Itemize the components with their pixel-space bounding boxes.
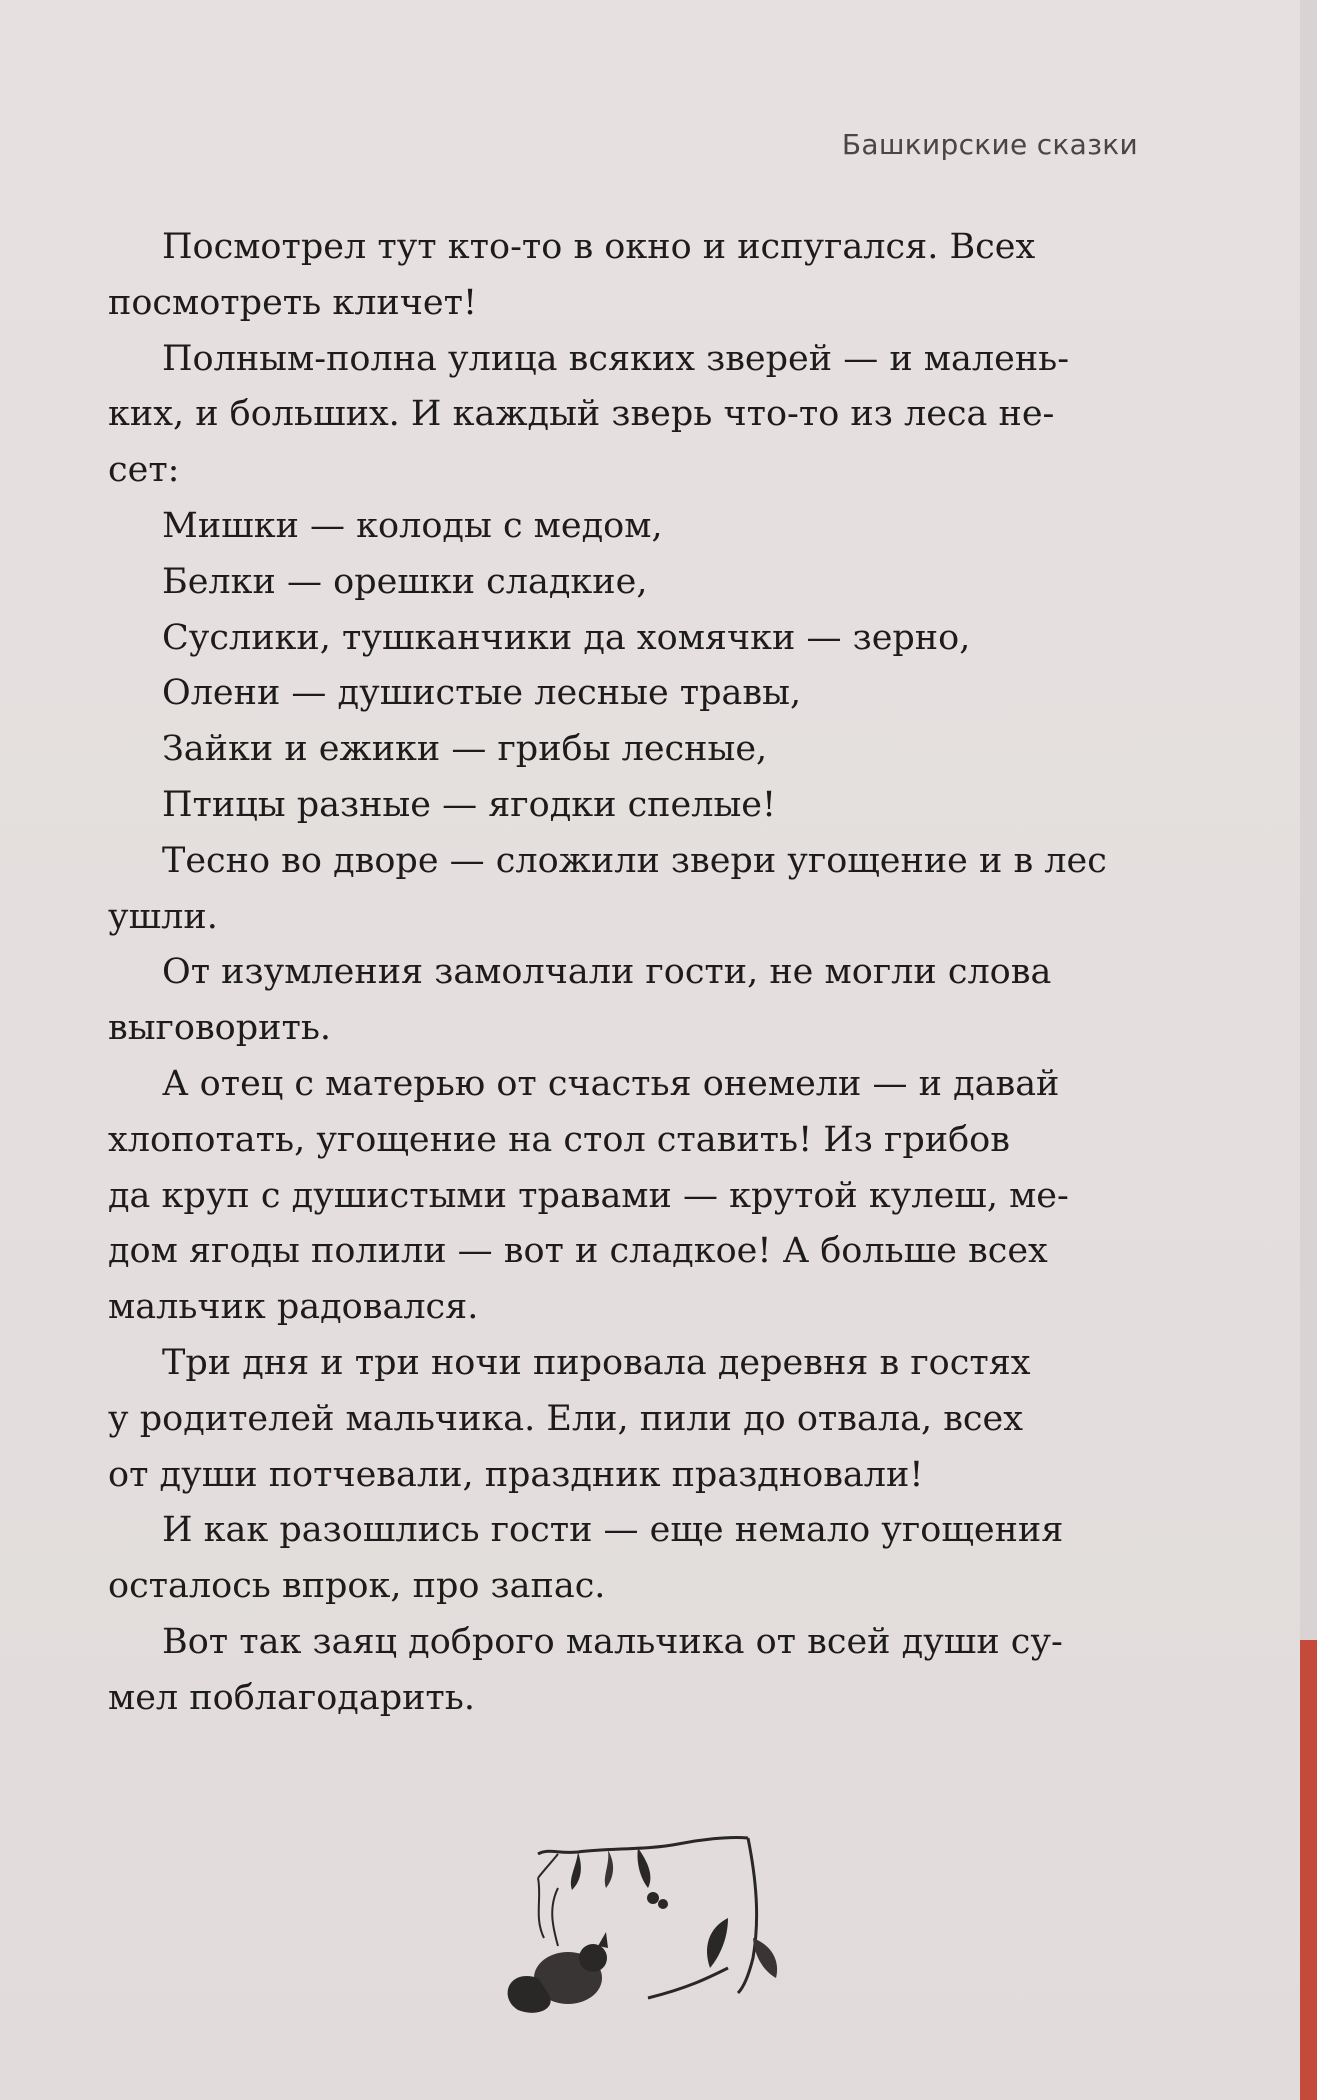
text-line: мальчик радовался. <box>108 1287 479 1328</box>
text-line: ушли. <box>108 896 218 937</box>
text-line: Зайки и ежики — грибы лесные, <box>162 729 768 770</box>
text-line: А отец с матерью от счастья онемели — и давай <box>162 1063 1060 1104</box>
paragraph <box>108 220 1158 332</box>
text-line: посмотреть кличет! <box>108 282 478 323</box>
text-line: дом ягоды полили — вот и сладкое! А больше всех <box>108 1231 1048 1272</box>
text-line: Олени — душистые лесные травы, <box>162 673 802 714</box>
text-line: Мишки — колоды с медом, <box>162 505 663 546</box>
text-line: ких, и больших. И каждый зверь что-то из леса не- <box>108 394 1055 435</box>
text-line: Три дня и три ночи пировала деревня в гостях <box>162 1342 1031 1383</box>
running-head: Башкирские сказки <box>841 128 1138 161</box>
paragraph <box>108 834 1158 946</box>
paragraph <box>108 1503 1158 1615</box>
text-line: Вот так заяц доброго мальчика от всей души су- <box>162 1621 1063 1662</box>
text-line: Посмотрел тут кто-то в окно и испугался. Всех <box>162 227 1036 267</box>
paragraph <box>108 778 1158 834</box>
paragraph <box>108 611 1158 667</box>
paragraph <box>108 499 1158 555</box>
text-line: От изумления замолчали гости, не могли слова <box>162 952 1052 993</box>
text-line: хлопотать, угощение на стол ставить! Из грибов <box>108 1119 1010 1160</box>
paragraph <box>108 666 1158 722</box>
text-line: осталось впрок, про запас. <box>108 1566 606 1607</box>
paragraph <box>108 1615 1158 1727</box>
paragraph <box>108 1057 1158 1336</box>
text-line: у родителей мальчика. Ели, пили до отвала, всех <box>108 1398 1023 1439</box>
text-line: выговорить. <box>108 1008 332 1049</box>
paragraph <box>108 555 1158 611</box>
text-line: да круп с душистыми травами — крутой кулеш, ме- <box>108 1175 1069 1216</box>
text-line: Белки — орешки сладкие, <box>162 561 648 602</box>
paragraph <box>108 945 1158 1057</box>
text-line: И как разошлись гости — еще немало угощения <box>162 1510 1064 1551</box>
text-line: Птицы разные — ягодки спелые! <box>162 784 777 825</box>
squirrel-branch-vignette-icon <box>498 1828 788 2018</box>
text-line: от души потчевали, праздник праздновали! <box>108 1454 924 1495</box>
story-text <box>108 220 1158 1727</box>
paragraph <box>108 332 1158 499</box>
paragraph <box>108 1336 1158 1503</box>
text-line: Полным-полна улица всяких зверей — и малень- <box>162 338 1070 379</box>
text-line: Суслики, тушканчики да хомячки — зерно, <box>162 617 971 658</box>
paragraph <box>108 722 1158 778</box>
book-edge <box>1300 1640 1317 2100</box>
text-line: сет: <box>108 450 180 491</box>
text-line: мел поблагодарить. <box>108 1677 475 1718</box>
text-line: Тесно во дворе — сложили звери угощение и в лес <box>162 840 1107 881</box>
